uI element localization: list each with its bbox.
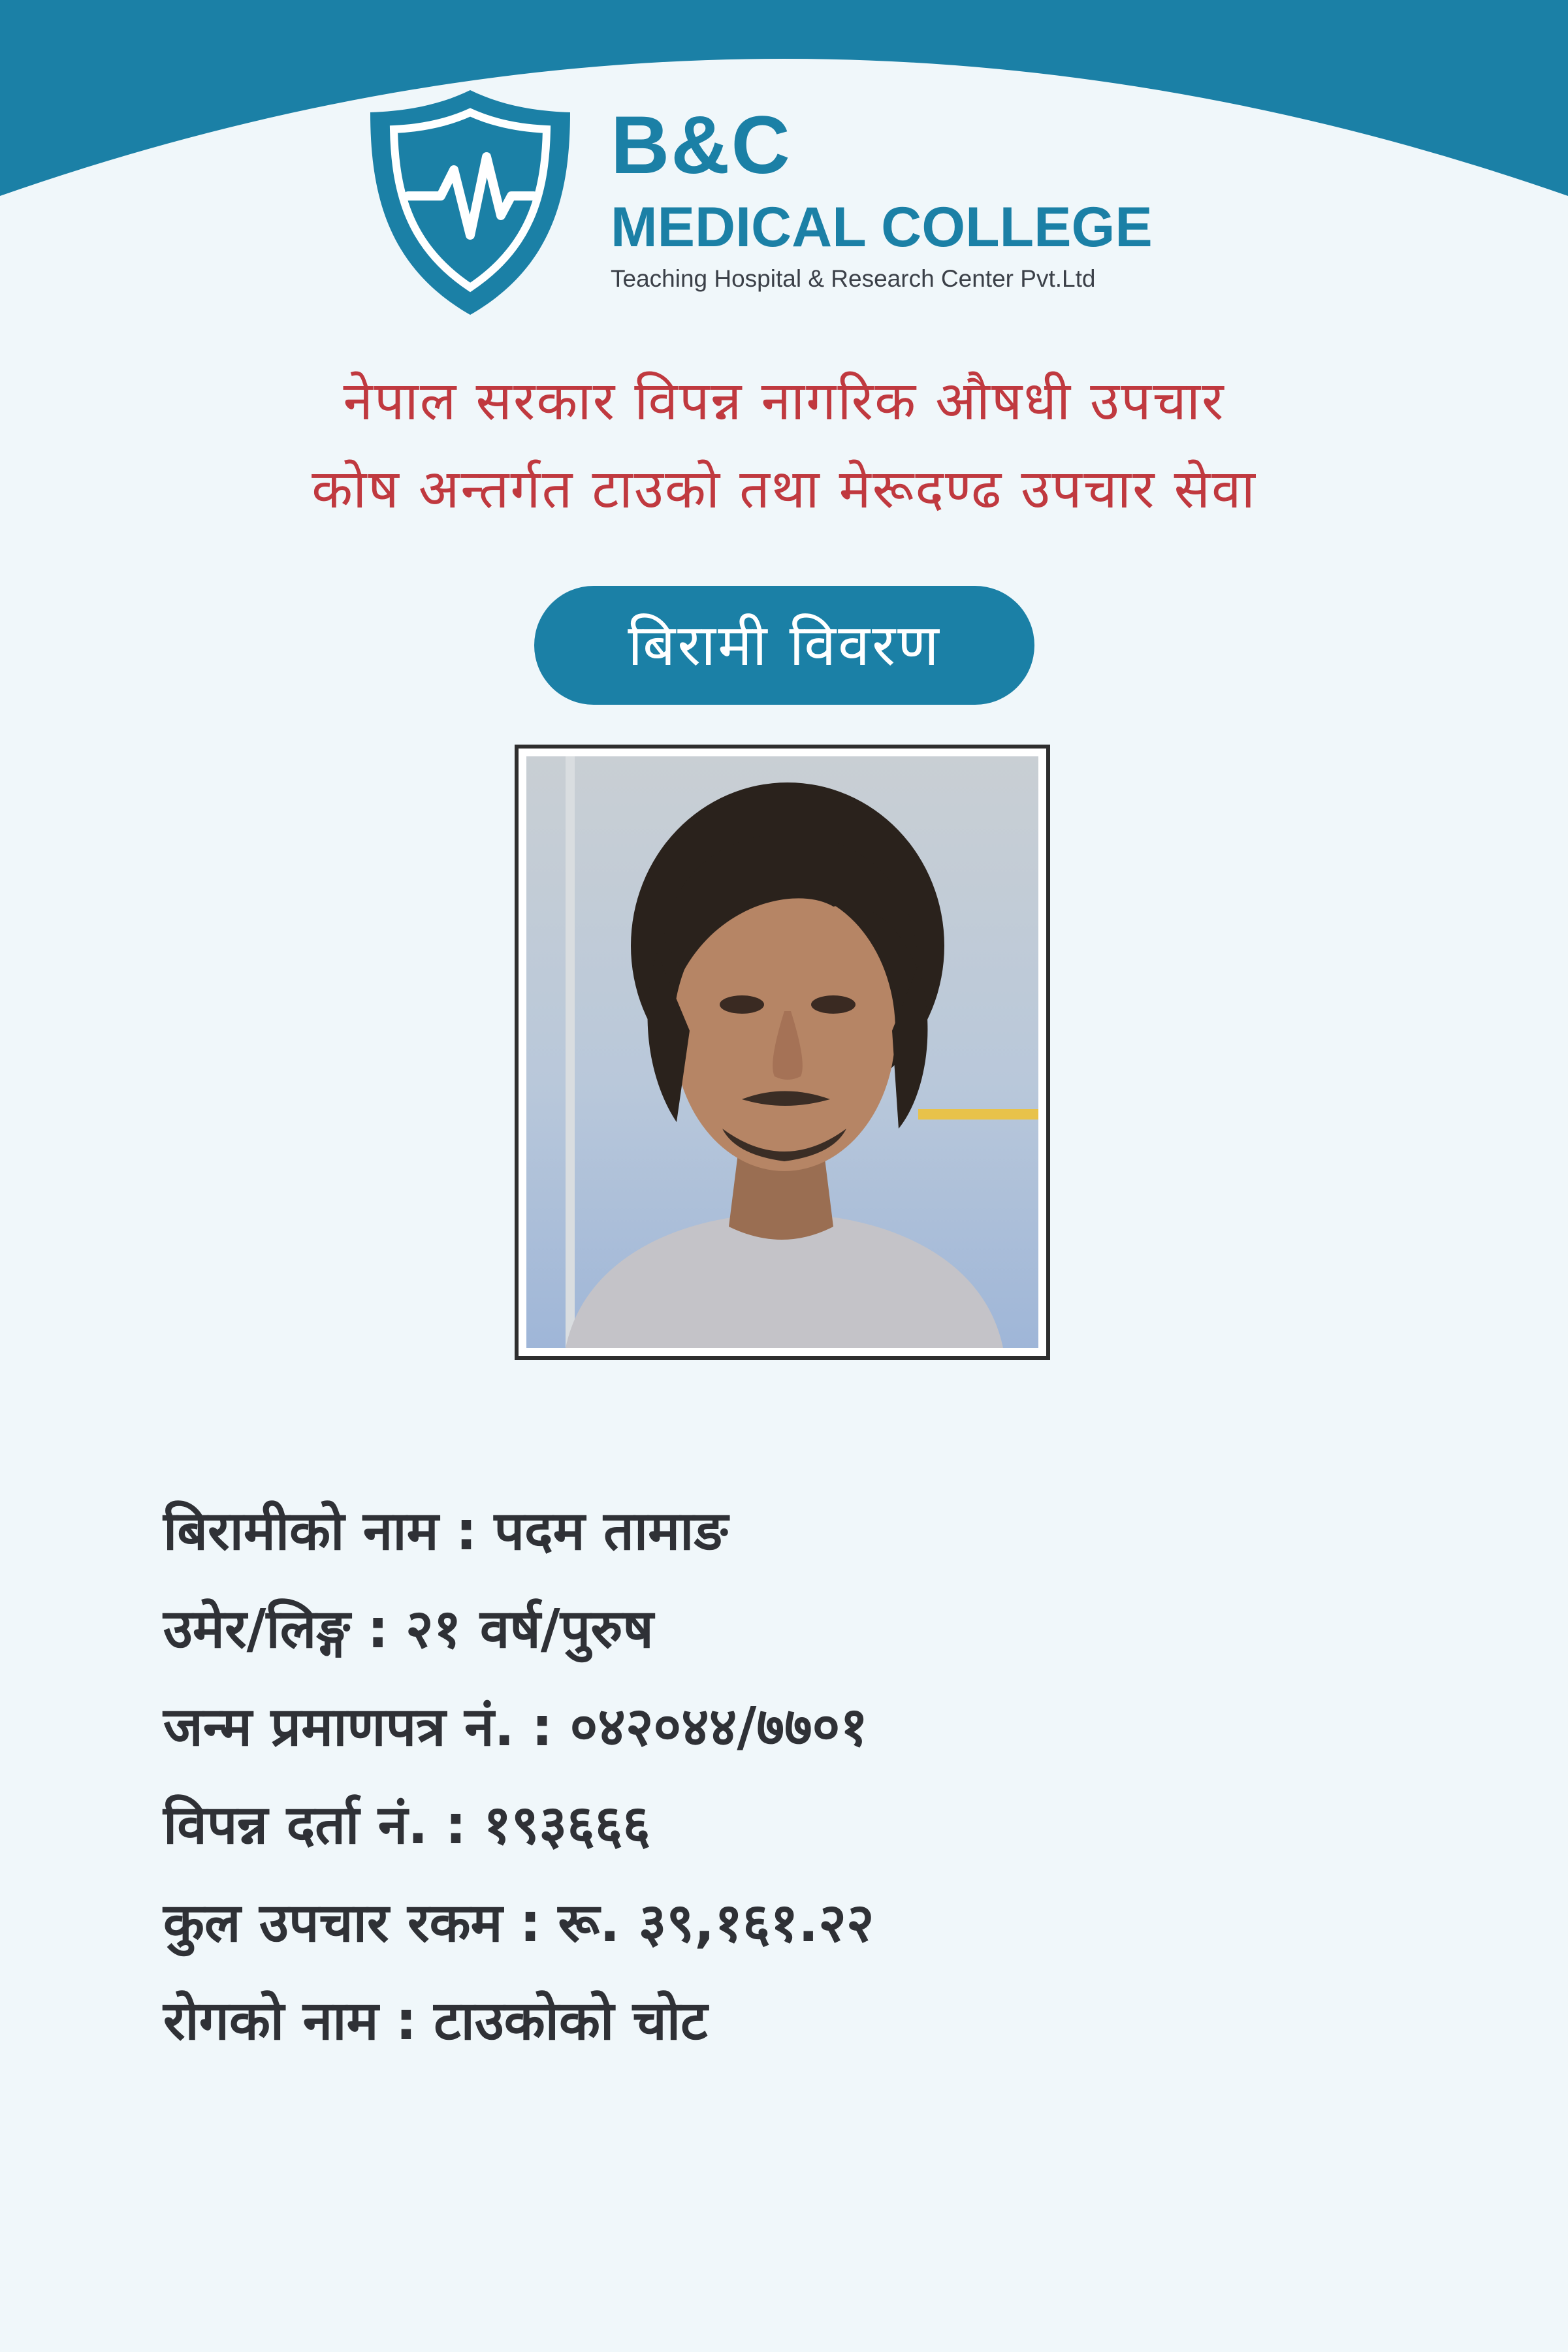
field-label: बिरामीको नाम xyxy=(163,1500,439,1562)
field-separator: : xyxy=(395,1990,417,2052)
field-separator: : xyxy=(455,1500,477,1562)
field-label: जन्म प्रमाणपत्र नं. xyxy=(163,1696,515,1758)
patient-details-badge: बिरामी विवरण xyxy=(534,586,1034,705)
headline-line-2: कोष अन्तर्गत टाउको तथा मेरूदण्ढ उपचार सेवा xyxy=(312,459,1256,521)
headline-line-1: नेपाल सरकार विपन्न नागरिक औषधी उपचार xyxy=(343,370,1225,432)
field-label: कुल उपचार रकम xyxy=(163,1892,503,1954)
field-separator: : xyxy=(445,1794,467,1856)
field-value: टाउकोको चोट xyxy=(434,1990,708,2052)
field-separator: : xyxy=(367,1598,389,1660)
patient-photo-frame xyxy=(515,745,1050,1360)
registration-number-row xyxy=(163,1796,650,1855)
field-separator: : xyxy=(531,1696,553,1758)
field-value: १९३६६६ xyxy=(483,1794,651,1856)
field-label: उमेर/लिङ्ग xyxy=(163,1598,351,1660)
brand-name: B&C xyxy=(611,100,792,191)
field-separator: : xyxy=(519,1892,541,1954)
field-value: रू. ३९,१६१.२२ xyxy=(558,1892,874,1954)
birth-certificate-row xyxy=(163,1698,868,1757)
total-amount-row xyxy=(163,1894,874,1953)
field-value: पदम तामाङ xyxy=(494,1500,728,1562)
logo xyxy=(0,85,1568,327)
field-label: रोगको नाम xyxy=(163,1990,379,2052)
age-gender-row xyxy=(163,1600,654,1659)
patient-photo xyxy=(526,756,1038,1348)
disease-name-row xyxy=(163,1992,707,2051)
brand-tagline: Teaching Hospital & Research Center Pvt.Ltd xyxy=(611,265,1096,292)
field-label: विपन्न दर्ता नं. xyxy=(163,1794,428,1856)
patient-name-row xyxy=(163,1502,728,1561)
brand-subtitle: MEDICAL COLLEGE xyxy=(611,196,1153,259)
field-value: २१ वर्ष/पुरुष xyxy=(406,1598,654,1660)
heartbeat-shield-icon xyxy=(362,85,578,320)
field-value: ०४२०४४/७७०१ xyxy=(569,1696,868,1758)
